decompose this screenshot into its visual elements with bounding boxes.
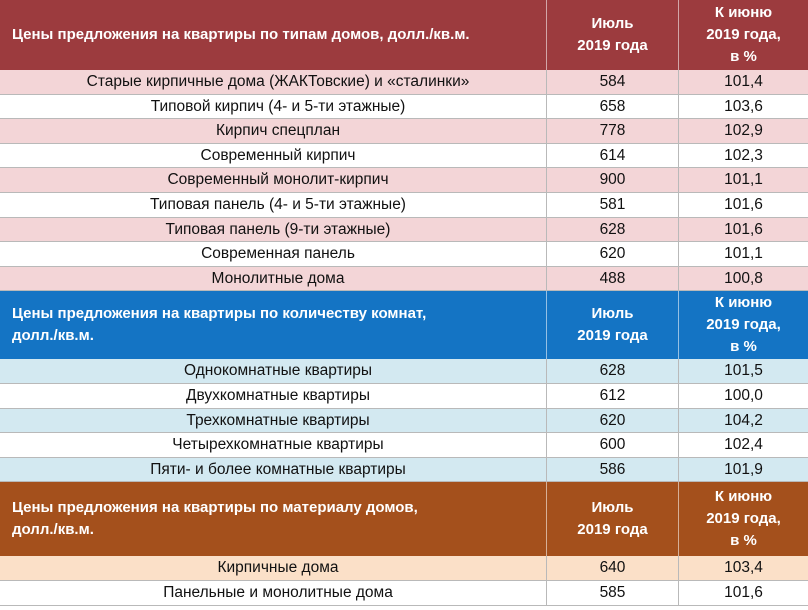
row-index: 104,2	[678, 409, 808, 434]
row-price: 581	[546, 193, 678, 218]
table-row	[0, 458, 808, 483]
row-price: 488	[546, 267, 678, 292]
section-title: Цены предложения на квартиры по типам домов, долл./кв.м.	[0, 0, 546, 70]
row-index: 101,1	[678, 168, 808, 193]
row-label: Современная панель	[0, 242, 546, 267]
row-label: Монолитные дома	[0, 267, 546, 292]
row-label: Современный монолит-кирпич	[0, 168, 546, 193]
row-price: 600	[546, 433, 678, 458]
table-row	[0, 95, 808, 120]
row-index: 103,4	[678, 556, 808, 581]
row-label: Кирпич спецплан	[0, 119, 546, 144]
row-label: Кирпичные дома	[0, 556, 546, 581]
row-price: 640	[546, 556, 678, 581]
row-label: Типовой кирпич (4- и 5-ти этажные)	[0, 95, 546, 120]
row-label: Типовая панель (4- и 5-ти этажные)	[0, 193, 546, 218]
row-index: 101,6	[678, 193, 808, 218]
row-label: Современный кирпич	[0, 144, 546, 169]
row-index: 102,4	[678, 433, 808, 458]
column-header-july: Июль 2019 года	[546, 291, 678, 359]
row-label: Четырехкомнатные квартиры	[0, 433, 546, 458]
section-header	[0, 0, 808, 70]
row-price: 778	[546, 119, 678, 144]
row-index: 101,1	[678, 242, 808, 267]
row-price: 620	[546, 242, 678, 267]
row-index: 100,0	[678, 384, 808, 409]
row-price: 584	[546, 70, 678, 95]
row-price: 628	[546, 218, 678, 243]
row-index: 102,9	[678, 119, 808, 144]
table-row	[0, 581, 808, 606]
row-price: 658	[546, 95, 678, 120]
table-row	[0, 384, 808, 409]
section-room-count	[0, 291, 808, 482]
row-price: 585	[546, 581, 678, 606]
row-index: 101,4	[678, 70, 808, 95]
table-row	[0, 242, 808, 267]
row-label: Однокомнатные квартиры	[0, 359, 546, 384]
row-price: 900	[546, 168, 678, 193]
row-label: Типовая панель (9-ти этажные)	[0, 218, 546, 243]
section-header	[0, 291, 808, 359]
table-row	[0, 433, 808, 458]
row-index: 102,3	[678, 144, 808, 169]
row-price: 612	[546, 384, 678, 409]
table-row	[0, 168, 808, 193]
row-index: 101,6	[678, 218, 808, 243]
section-header	[0, 482, 808, 556]
section-building-material	[0, 482, 808, 605]
row-label: Старые кирпичные дома (ЖАКТовские) и «сталинки»	[0, 70, 546, 95]
row-price: 614	[546, 144, 678, 169]
row-index: 100,8	[678, 267, 808, 292]
row-index: 101,6	[678, 581, 808, 606]
row-label: Пяти- и более комнатные квартиры	[0, 458, 546, 483]
table-row	[0, 359, 808, 384]
table-row	[0, 70, 808, 95]
table-row	[0, 267, 808, 292]
table-row	[0, 556, 808, 581]
row-index: 101,9	[678, 458, 808, 483]
row-price: 628	[546, 359, 678, 384]
column-header-july: Июль 2019 года	[546, 482, 678, 556]
row-label: Панельные и монолитные дома	[0, 581, 546, 606]
row-label: Двухкомнатные квартиры	[0, 384, 546, 409]
table-row	[0, 144, 808, 169]
column-header-change: К июню 2019 года, в %	[678, 0, 808, 70]
row-price: 586	[546, 458, 678, 483]
column-header-change: К июню 2019 года, в %	[678, 291, 808, 359]
table-row	[0, 119, 808, 144]
row-index: 101,5	[678, 359, 808, 384]
row-label: Трехкомнатные квартиры	[0, 409, 546, 434]
table-row	[0, 218, 808, 243]
section-title: Цены предложения на квартиры по материалу домов, долл./кв.м.	[0, 482, 546, 556]
column-header-change: К июню 2019 года, в %	[678, 482, 808, 556]
section-title: Цены предложения на квартиры по количеству комнат, долл./кв.м.	[0, 291, 546, 359]
row-price: 620	[546, 409, 678, 434]
row-index: 103,6	[678, 95, 808, 120]
table-row	[0, 409, 808, 434]
column-header-july: Июль 2019 года	[546, 0, 678, 70]
section-house-types	[0, 0, 808, 291]
table-row	[0, 193, 808, 218]
